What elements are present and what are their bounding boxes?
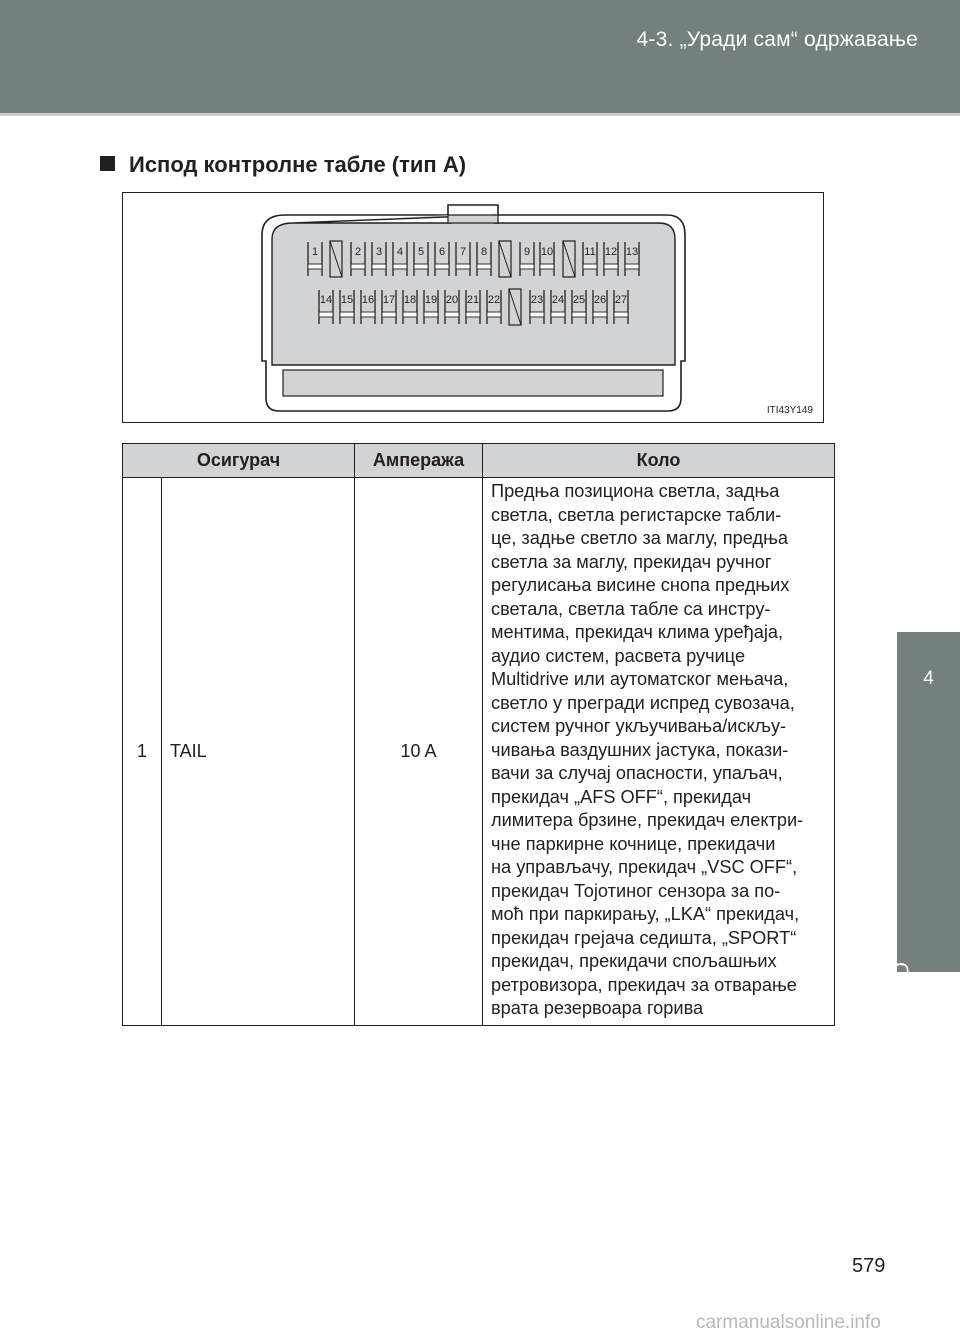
- empty-slot: [509, 289, 521, 325]
- square-bullet-icon: [100, 156, 115, 171]
- fuse-box-figure: [122, 192, 824, 423]
- circuit-line: Предња позициона светла, задња: [491, 481, 780, 501]
- circuit-line: светла за маглу, прекидач ручног: [491, 551, 772, 572]
- fuse-label: 13: [625, 246, 639, 258]
- circuit-lines: [491, 480, 828, 1021]
- fuse-box-top-strip: [448, 215, 498, 223]
- fuse-label: 23: [530, 294, 544, 306]
- fuse-label: 16: [361, 294, 375, 306]
- circuit-line: врата резервоара горива: [491, 998, 704, 1018]
- fuse-label: 2: [354, 246, 362, 258]
- table-row: [123, 478, 835, 1026]
- circuit-line: систем ручног укључивања/искљу-: [491, 716, 787, 736]
- circuit-line: светла, светла регистарске табли-: [491, 504, 782, 525]
- fuse-label: 14: [319, 294, 333, 306]
- fuse-label: 21: [466, 294, 480, 306]
- fuse-name: TAIL: [162, 478, 355, 1026]
- circuit-line: прекидач „AFS OFF“, прекидач: [491, 786, 752, 807]
- section-heading: 4-3. „Уради сам“ одржавање: [636, 28, 918, 51]
- fuse-label: 15: [340, 294, 354, 306]
- circuit-line: лимитера брзине, прекидач електри-: [491, 810, 804, 830]
- fuse-label: 11: [584, 246, 596, 258]
- circuit-line: регулисања висине снопа предњих: [491, 575, 790, 595]
- empty-slot: [563, 241, 575, 277]
- fuse-table: [122, 443, 835, 1026]
- chapter-side-tab: [888, 632, 960, 1158]
- circuit-line: прекидач, прекидачи спољашњих: [491, 951, 777, 971]
- circuit-line: аудио систем, расвета ручице: [491, 645, 746, 666]
- fuse-circuit: [483, 478, 835, 1026]
- fuse-label: 8: [480, 246, 488, 258]
- section-title: [100, 152, 466, 178]
- header-fuse: Осигурач: [123, 444, 355, 478]
- fuse-label: 7: [459, 246, 467, 258]
- fuse-box-lower-lip: [283, 370, 663, 396]
- circuit-line: светло у прегради испред сувозача,: [491, 692, 795, 713]
- fuse-label: 25: [572, 294, 586, 306]
- header-divider: [0, 113, 960, 116]
- watermark: carmanualsonline.info: [696, 1312, 881, 1333]
- fuse-number: 1: [123, 478, 162, 1026]
- circuit-line: прекидач грејача седишта, „SPORT“: [491, 927, 797, 948]
- fuse-label: 19: [424, 294, 438, 306]
- empty-slot: [330, 241, 342, 277]
- header-amperage: Ампеража: [355, 444, 483, 478]
- circuit-line: це, задње светло за маглу, предња: [491, 528, 788, 548]
- section-title-text: Испод контролне табле (тип A): [129, 152, 467, 177]
- empty-slot: [499, 241, 511, 277]
- fuse-label: 3: [375, 246, 383, 258]
- circuit-line: на управљачу, прекидач „VSC OFF“,: [491, 857, 798, 877]
- fuse-label: 6: [438, 246, 446, 258]
- chapter-title: Одржавање и нега: [888, 962, 913, 1158]
- circuit-line: прекидач Тојотиног сензора за по-: [491, 880, 781, 901]
- circuit-line: моћ при паркирању, „LKA“ прекидач,: [491, 904, 800, 924]
- header-circuit: Коло: [483, 444, 835, 478]
- fuse-label: 12: [604, 246, 618, 258]
- fuse-label: 18: [403, 294, 417, 306]
- circuit-line: чивања ваздушних јастука, покази-: [491, 739, 789, 760]
- fuse-label: 1: [311, 246, 319, 258]
- page-number: 579: [852, 1255, 886, 1277]
- fuse-label: 5: [417, 246, 425, 258]
- fuse-box-diagram: [123, 193, 823, 422]
- circuit-line: Multidrive или аутоматског мењача,: [491, 669, 789, 689]
- fuse-label: 24: [551, 294, 565, 306]
- table-header-row: [123, 444, 835, 478]
- fuse-label: 20: [445, 294, 459, 306]
- chapter-number: 4: [923, 668, 934, 689]
- circuit-line: ретровизора, прекидач за отварање: [491, 974, 797, 995]
- fuse-label: 4: [396, 246, 404, 258]
- fuse-label: 9: [523, 246, 531, 258]
- circuit-line: чне паркирне кочнице, прекидачи: [491, 833, 776, 854]
- fuse-label: 10: [540, 246, 554, 258]
- circuit-line: вачи за случај опасности, упаљач,: [491, 763, 783, 783]
- fuse-label: 17: [382, 294, 396, 306]
- fuse-amperage: 10 A: [355, 478, 483, 1026]
- circuit-line: светала, светла табле са инстру-: [491, 598, 771, 619]
- fuse-label: 22: [487, 294, 501, 306]
- circuit-line: ментима, прекидач клима уређаја,: [491, 622, 784, 642]
- figure-code: ITI43Y149: [766, 405, 813, 416]
- fuse-label: 26: [593, 294, 607, 306]
- page-header: [0, 0, 960, 113]
- fuse-label: 27: [614, 294, 628, 306]
